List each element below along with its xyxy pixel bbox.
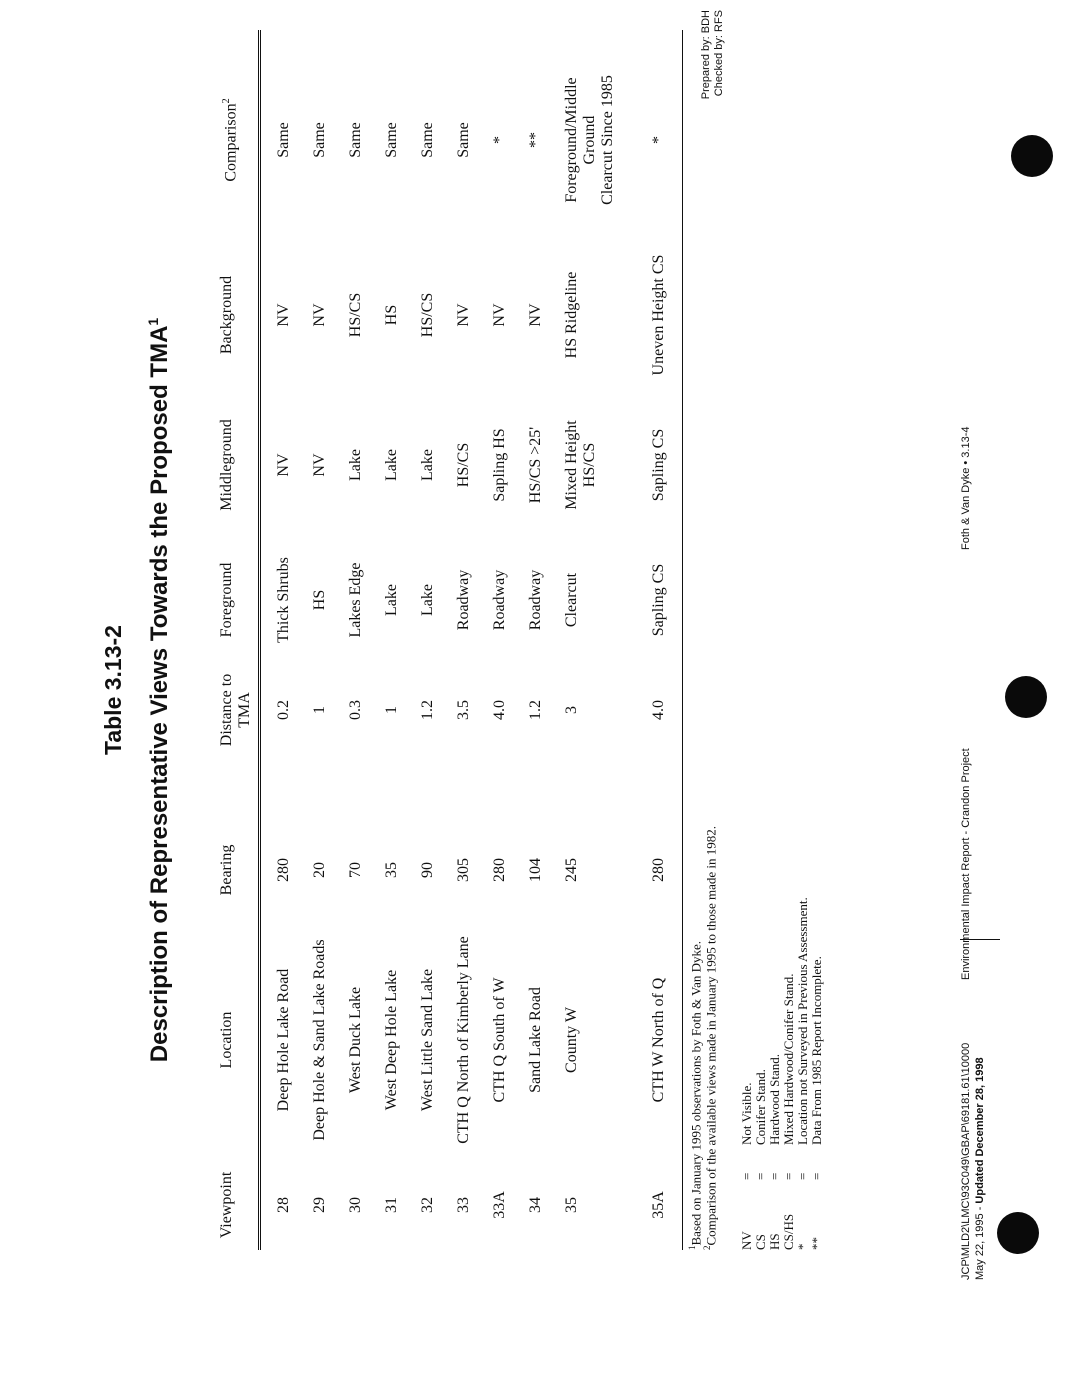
header-distance-line2: TMA	[236, 692, 253, 728]
cell-comparison	[650, 50, 668, 230]
cell-foreground	[383, 540, 401, 660]
cell-middleground	[527, 400, 545, 530]
cell-distance	[275, 660, 293, 760]
cell-distance	[347, 660, 365, 760]
cell-middleground	[563, 400, 599, 530]
table-bottom-rule	[682, 30, 683, 1250]
header-bearing: Bearing	[218, 844, 235, 896]
footnote-2-text: Comparison of the available views made in January 1995 to those made in 1982.	[703, 825, 719, 1246]
cell-middleground	[650, 400, 668, 530]
cell-viewpoint-line1: 34	[527, 1197, 544, 1213]
cell-location-line1: Deep Hole & Sand Lake Roads	[311, 939, 328, 1141]
cell-comparison-line1: Same	[383, 122, 400, 158]
cell-bearing	[650, 830, 668, 910]
cell-foreground-line1: Roadway	[491, 569, 508, 631]
legend-desc-cs-hs: Mixed Hardwood/Conifer Stand.	[781, 973, 796, 1145]
header-comparison	[218, 50, 240, 230]
cell-location	[455, 920, 473, 1160]
cell-bearing-line1: 104	[527, 858, 544, 882]
cell-background	[383, 250, 401, 380]
legend-eq-star: =	[795, 1172, 810, 1180]
cell-viewpoint-line1: 33A	[491, 1191, 508, 1219]
cell-middleground	[455, 400, 473, 530]
cell-distance	[563, 660, 581, 760]
legend-abbr-double-star: **	[809, 1237, 824, 1250]
cell-location	[311, 920, 329, 1160]
cell-middleground	[275, 400, 293, 530]
cell-foreground-line1: Roadway	[527, 569, 544, 631]
cell-background-line1: HS	[383, 304, 400, 326]
cell-bearing-line1: 20	[311, 862, 328, 878]
cell-location	[383, 920, 401, 1160]
cell-foreground-line1: Roadway	[455, 569, 472, 631]
cell-location-line1: CTH Q North of Kimberly Lane	[455, 936, 472, 1144]
header-foreground: Foreground	[218, 562, 235, 638]
cell-background-line1: HS Ridgeline	[563, 271, 580, 359]
cell-location-line1: West Deep Hole Lake	[383, 969, 400, 1111]
cell-middleground-line1: Lake	[419, 449, 436, 481]
cell-viewpoint-line1: 29	[311, 1197, 328, 1213]
cell-middleground	[311, 400, 329, 530]
cell-location	[491, 920, 509, 1160]
cell-foreground	[419, 540, 437, 660]
table-title-text: Description of Representative Views Towards the Proposed TMA	[146, 325, 173, 1063]
footer-report-title: Environmental Impact Report - Crandon Project	[960, 748, 972, 980]
cell-distance-line1: 1	[383, 706, 400, 714]
cell-distance	[311, 660, 329, 760]
cell-bearing	[275, 830, 293, 910]
cell-foreground	[347, 540, 365, 660]
cell-middleground-line1: HS/CS >25'	[527, 426, 544, 504]
cell-viewpoint-line1: 33	[455, 1197, 472, 1213]
cell-comparison-line1: Same	[419, 122, 436, 158]
cell-viewpoint	[419, 1160, 437, 1250]
footer-date-updated: Updated December 28, 1998	[974, 1057, 986, 1204]
prepared-by: Prepared by: BDH	[700, 10, 712, 100]
cell-distance	[650, 660, 668, 760]
cell-background-line1: NV	[527, 303, 544, 327]
cell-comparison	[563, 50, 617, 230]
table-number: Table 3.13-2	[100, 625, 126, 755]
comparison-footnote-mark: 2	[221, 98, 232, 104]
cell-middleground	[419, 400, 437, 530]
cell-distance-line1: 0.2	[275, 700, 292, 720]
header-background: Background	[218, 275, 235, 355]
cell-background-line1: NV	[491, 303, 508, 327]
cell-location-line1: CTH W North of Q	[650, 977, 667, 1103]
cell-background	[347, 250, 365, 380]
cell-background	[491, 250, 509, 380]
footer-date	[974, 1057, 987, 1280]
header-middleground: Middleground	[218, 419, 235, 511]
cell-bearing-line1: 280	[491, 858, 508, 882]
cell-background-line1: HS/CS	[347, 292, 364, 338]
cell-foreground	[311, 540, 329, 660]
cell-middleground-line1: Lake	[347, 449, 364, 481]
table-title	[145, 0, 174, 1380]
cell-viewpoint	[347, 1160, 365, 1250]
legend-desc-hs: Hardwood Stand.	[767, 1054, 782, 1145]
cell-background	[650, 250, 668, 380]
cell-viewpoint	[383, 1160, 401, 1250]
cell-bearing-line1: 305	[455, 858, 472, 882]
cell-bearing-line1: 35	[383, 862, 400, 878]
cell-distance-line1: 1	[311, 706, 328, 714]
cell-background-line1: Uneven Height CS	[650, 254, 667, 376]
cell-comparison-line1: Same	[455, 122, 472, 158]
cell-location-line1: CTH Q South of W	[491, 977, 508, 1103]
header-double-rule	[258, 30, 261, 1250]
legend-abbr-cs: CS	[753, 1234, 768, 1250]
cell-location-line1: County W	[563, 1007, 580, 1073]
legend-desc-star: Location not Surveyed in Previous Assessment.	[795, 897, 810, 1145]
cell-viewpoint-line1: 28	[275, 1197, 292, 1213]
footer-date-plain: May 22, 1995 -	[974, 1203, 986, 1280]
cell-viewpoint	[455, 1160, 473, 1250]
header-viewpoint: Viewpoint	[218, 1171, 235, 1239]
cell-location	[527, 920, 545, 1160]
cell-foreground	[455, 540, 473, 660]
cell-viewpoint-line1: 35A	[650, 1191, 667, 1219]
cell-background	[563, 250, 581, 380]
cell-viewpoint	[563, 1160, 581, 1250]
cell-comparison	[311, 50, 329, 230]
cell-comparison	[275, 50, 293, 230]
cell-middleground	[383, 400, 401, 530]
cell-middleground-line1: Sapling HS	[491, 428, 508, 502]
cell-viewpoint-line1: 30	[347, 1197, 364, 1213]
cell-bearing	[491, 830, 509, 910]
cell-location	[419, 920, 437, 1160]
legend-abbr-cs-hs: CS/HS	[781, 1213, 796, 1250]
legend-desc-nv: Not Visible.	[739, 1082, 754, 1145]
cell-middleground-line1: NV	[311, 453, 328, 477]
cell-middleground	[347, 400, 365, 530]
legend-eq-hs: =	[767, 1172, 782, 1180]
cell-viewpoint	[311, 1160, 329, 1250]
header-distance-line1: Distance to	[218, 673, 235, 747]
cell-viewpoint	[491, 1160, 509, 1250]
cell-middleground-line1: Sapling CS	[650, 428, 667, 502]
cell-bearing	[527, 830, 545, 910]
legend-desc-double-star: Data From 1985 Report Incomplete.	[809, 956, 824, 1145]
cell-comparison-line1: Same	[311, 122, 328, 158]
cell-foreground	[275, 540, 293, 660]
cell-distance-line1: 1.2	[419, 700, 436, 720]
cell-foreground-line1: Lake	[383, 584, 400, 616]
cell-foreground	[491, 540, 509, 660]
cell-middleground-line2: HS/CS	[581, 442, 598, 488]
cell-bearing	[311, 830, 329, 910]
cell-location	[650, 920, 668, 1160]
cell-location-line1: West Duck Lake	[347, 986, 364, 1094]
cell-middleground-line1: HS/CS	[455, 442, 472, 488]
prepared-checked	[700, 10, 726, 99]
cell-comparison-line3: Clearcut Since 1985	[599, 75, 616, 205]
cell-distance-line1: 0.3	[347, 700, 364, 720]
cell-foreground	[527, 540, 545, 660]
cell-foreground-line1: Clearcut	[563, 572, 580, 628]
cell-distance-line1: 4.0	[491, 700, 508, 720]
footnote-1-mark: 1	[687, 1245, 697, 1250]
cell-comparison-line1: *	[491, 136, 508, 144]
cell-bearing-line1: 70	[347, 862, 364, 878]
cell-distance-line1: 3	[563, 706, 580, 714]
cell-comparison-line1: Same	[275, 122, 292, 158]
cell-comparison-line1: **	[527, 132, 544, 148]
cell-location-line1: Sand Lake Road	[527, 987, 544, 1093]
header-comparison-text: Comparison	[222, 103, 240, 182]
cell-location-line1: West Little Sand Lake	[419, 968, 436, 1112]
cell-background-line1: NV	[311, 303, 328, 327]
cell-comparison-line2: Ground	[581, 115, 598, 165]
cell-bearing-line1: 245	[563, 858, 580, 882]
cell-location-line1: Deep Hole Lake Road	[275, 968, 292, 1112]
footnote-2	[700, 826, 718, 1250]
cell-foreground-line1: Thick Shrubs	[275, 557, 292, 643]
title-footnote-mark: 1	[145, 317, 161, 326]
cell-comparison	[455, 50, 473, 230]
cell-background-line1: NV	[455, 303, 472, 327]
cell-foreground-line1: Sapling CS	[650, 563, 667, 637]
cell-bearing	[563, 830, 581, 910]
cell-viewpoint-line1: 31	[383, 1197, 400, 1213]
cell-foreground	[563, 540, 581, 660]
cell-distance-line1: 4.0	[650, 700, 667, 720]
cell-background	[311, 250, 329, 380]
cell-comparison	[383, 50, 401, 230]
cell-viewpoint	[650, 1160, 668, 1250]
legend-eq-cs: =	[753, 1172, 768, 1180]
cell-bearing	[419, 830, 437, 910]
cell-foreground	[650, 540, 668, 660]
cell-comparison	[419, 50, 437, 230]
cell-comparison	[527, 50, 545, 230]
cell-background	[275, 250, 293, 380]
cell-background-line1: NV	[275, 303, 292, 327]
cell-bearing	[347, 830, 365, 910]
footer-file-path: JCP\MLD2\LMC\93C049\GBAP\69181.61\10000	[960, 1042, 972, 1280]
cell-distance	[419, 660, 437, 760]
cell-distance	[455, 660, 473, 760]
cell-background	[455, 250, 473, 380]
cell-viewpoint	[527, 1160, 545, 1250]
cell-bearing	[455, 830, 473, 910]
cell-viewpoint-line1: 32	[419, 1197, 436, 1213]
cell-comparison-line1: Same	[347, 122, 364, 158]
cell-bearing-line1: 90	[419, 862, 436, 878]
legend-eq-nv: =	[739, 1172, 754, 1180]
cell-middleground-line1: Mixed Height	[563, 420, 580, 510]
cell-distance	[383, 660, 401, 760]
legend-abbr-star: *	[795, 1243, 810, 1250]
cell-background	[527, 250, 545, 380]
cell-background	[419, 250, 437, 380]
cell-bearing-line1: 280	[650, 858, 667, 882]
cell-location	[347, 920, 365, 1160]
cell-foreground-line1: Lake	[419, 584, 436, 616]
cell-distance	[491, 660, 509, 760]
cell-middleground	[491, 400, 509, 530]
cell-comparison-line1: *	[650, 136, 667, 144]
cell-viewpoint	[275, 1160, 293, 1250]
cell-location	[275, 920, 293, 1160]
cell-bearing-line1: 280	[275, 858, 292, 882]
footnote-1-text: Based on January 1995 observations by Foth & Van Dyke.	[688, 940, 704, 1246]
legend-desc-cs: Conifer Stand.	[753, 1069, 768, 1145]
cell-bearing	[383, 830, 401, 910]
legend-abbr-nv: NV	[739, 1231, 754, 1250]
cell-background-line1: HS/CS	[419, 292, 436, 338]
cell-viewpoint-line1: 35	[563, 1197, 580, 1213]
legend-eq-cs-hs: =	[781, 1172, 796, 1180]
header-location: Location	[218, 1011, 235, 1069]
legend-eq-double-star: =	[809, 1172, 824, 1180]
cell-middleground-line1: NV	[275, 453, 292, 477]
cell-foreground-line1: HS	[311, 589, 328, 611]
cell-comparison-line1: Foreground/Middle	[563, 77, 580, 203]
cell-foreground-line1: Lakes Edge	[347, 562, 364, 638]
cell-distance-line1: 1.2	[527, 700, 544, 720]
legend-abbr-hs: HS	[767, 1233, 782, 1250]
checked-by: Checked by: RFS	[713, 10, 725, 97]
header-distance	[218, 660, 254, 760]
cell-middleground-line1: Lake	[383, 449, 400, 481]
cell-distance-line1: 3.5	[455, 700, 472, 720]
footnote-2-mark: 2	[702, 1245, 712, 1250]
footer-firm-page: Foth & Van Dyke • 3.13-4	[960, 426, 972, 550]
cell-location	[563, 920, 581, 1160]
cell-distance	[527, 660, 545, 760]
cell-comparison	[347, 50, 365, 230]
cell-comparison	[491, 50, 509, 230]
